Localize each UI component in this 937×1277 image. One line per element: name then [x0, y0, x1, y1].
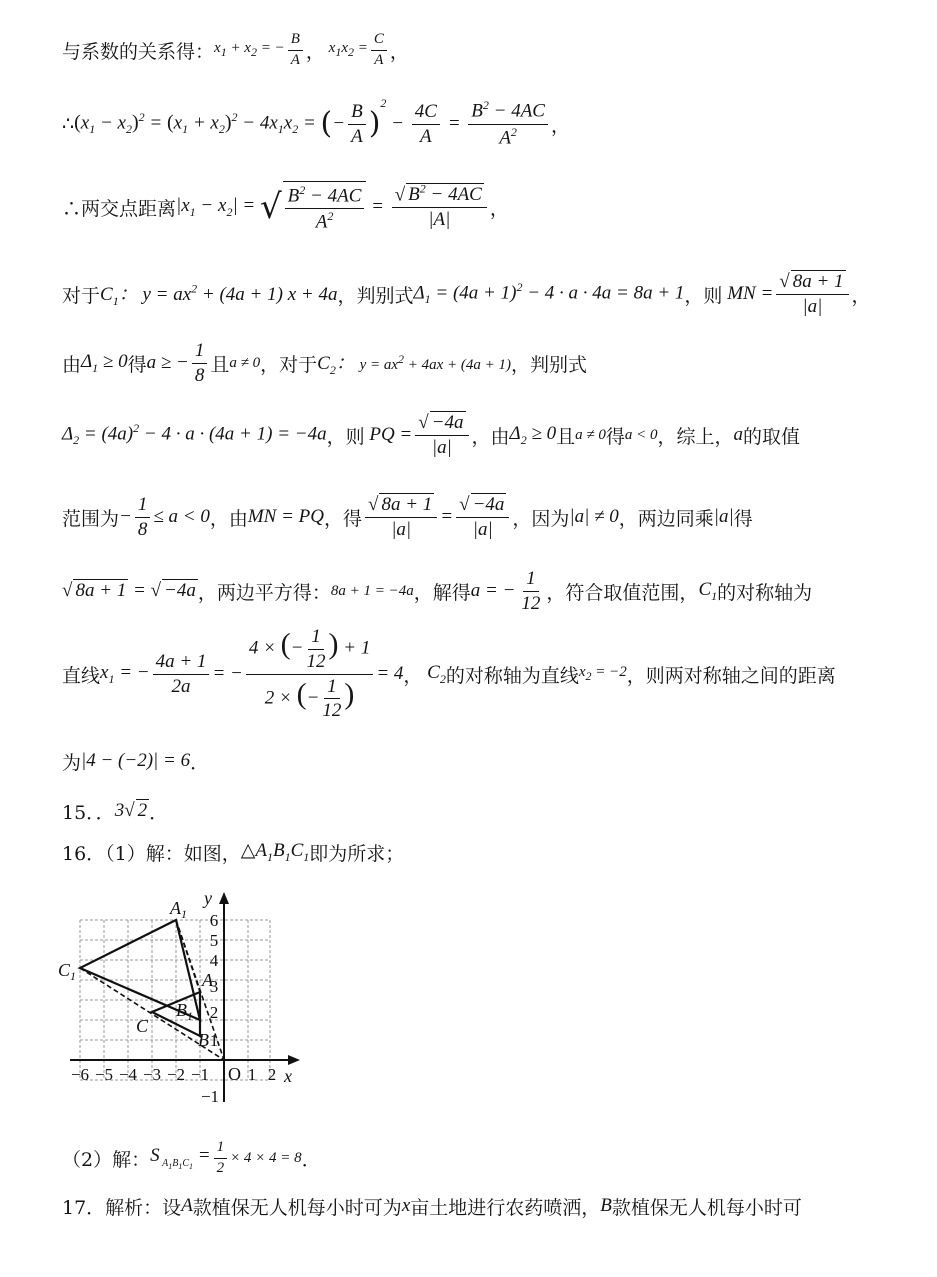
origin-label: O [228, 1064, 241, 1084]
line-vieta: 与系数的关系得： $x_1 + x_2$ = − $\frac{B}{A}$ ， $x_1x_2$ = $\frac{C}{A}$ ， [62, 31, 409, 68]
y-tick: 6 [209, 911, 219, 930]
x-axis-arrow [288, 1055, 300, 1065]
line-range: 范围为 − $\frac{1}{8}$ ≤ a < 0 ，由 MN = PQ ，得 $\frac{√ 8a + 1}{|a|}$ = $\frac{√ -4a}{|a|}$ ，因为 |a| ≠ 0 ，两边同乘 |a| 得 [62, 493, 753, 540]
coordinate-figure [58, 880, 318, 1110]
line-q16-1: 16．（1）解：如图， $\triangle A_1B_1C_1$ 即为所求； [62, 840, 405, 865]
line-answer14: 为 |4 − (−2)| = 6 ． [62, 750, 210, 774]
label-a1: $A_1$ [170, 898, 187, 921]
x-tick: −3 [142, 1065, 162, 1084]
x-tick: −2 [166, 1065, 186, 1084]
x-tick: 1 [247, 1065, 257, 1084]
line-solve: √ 8a + 1 = √ −4a ，两边平方得： 8a + 1 = −4a ，解得 a = − $\frac{1}{12}$ ，符合取值范围， $C_1$ 的对称轴为 [62, 567, 813, 614]
x-tick: −5 [94, 1065, 114, 1084]
axis-label-y: y [204, 888, 212, 908]
label-c: C [136, 1016, 149, 1036]
y-tick: 1 [209, 1031, 219, 1050]
text: 与系数的关系得： [62, 40, 215, 63]
line-q15: 15．． 3√ 2 ． [62, 800, 169, 824]
label-c1: $C_1$ [58, 960, 77, 983]
y-tick: 4 [209, 951, 219, 970]
line-square-diff: ∴ $(x_1 - x_2)^2 = (x_1 + x_2)^2 - 4x_1x_2$ = ( − $\frac{B}{A}$ ) $^2$ − $\frac{4C}{A}$ = $\frac{B^2 - 4AC}{A^2}$ ， [62, 96, 570, 148]
y-tick: 3 [209, 977, 219, 996]
x-tick: −1 [190, 1065, 210, 1084]
x-tick: 2 [267, 1065, 277, 1084]
line-c2-discriminant: $\Delta_2 = (4a)^2 - 4 \cdot a \cdot (4a + 1) = -4a$ ，则 PQ = $\frac{√ -4a}{|a|}$ ，由 $\Delta_2 \ge 0$ 且 a ≠ 0 得 a < 0 ，综上， a 的取值 [62, 411, 801, 458]
y-tick: 5 [209, 931, 219, 950]
line-c2-condition: 由 $\Delta_1 \ge 0$ 得 a ≥ − $\frac{1}{8}$ 且 a ≠ 0 ，对于 $C_2$： $y = ax^2 + 4ax + (4a + 1)$ ，判别式 [62, 339, 588, 386]
y-tick: −1 [200, 1087, 220, 1106]
line-axis: 直线 $x_1$ = − $\frac{4a + 1}{2a}$ = − 4 × (− $\frac{1}{12}$ ) + 1 2 × (− $\frac{1}{12}$ ) = 4 ， $C_2$ 的对称轴为直线 $x_2 = -2$ ，则两对称轴之间的距离 [62, 625, 836, 722]
y-tick: 2 [209, 1003, 219, 1022]
label-b1: $B_1$ [176, 1000, 193, 1023]
label-a: A [202, 970, 213, 990]
line-c1-discriminant: 对于 $C_1$： $y = ax^2 + (4a + 1) x + 4a$ ， 判别式 $\Delta_1 = (4a + 1)^2 - 4 \cdot a \cdot 4a = 8a + 1$ ，则 MN = $\frac{√ 8a + 1}{|a|}$ ， [62, 270, 871, 317]
line-q17: 17．解析：设 A 款植保无人机每小时可为 x 亩土地进行农药喷洒， B 款植保无人机每小时可 [62, 1195, 802, 1219]
line-distance: ∴两交点距离 $|x_1 - x_2|$ = √ $\frac{B^2 - 4AC}{A^2}$ = $\frac{√ B^2 - 4AC}{|A|}$ ， [62, 181, 509, 233]
grid [80, 920, 270, 1080]
x-tick: −6 [70, 1065, 90, 1084]
x-tick: −4 [118, 1065, 138, 1084]
label-b: B [198, 1030, 209, 1050]
y-axis-arrow [219, 892, 229, 904]
axis-label-x: x [284, 1066, 292, 1086]
line-q16-2: （2）解： S $_{A_1B_1C_1}$ = $\frac{1}{2}$ × 4 × 4 = 8 ． [62, 1139, 321, 1176]
